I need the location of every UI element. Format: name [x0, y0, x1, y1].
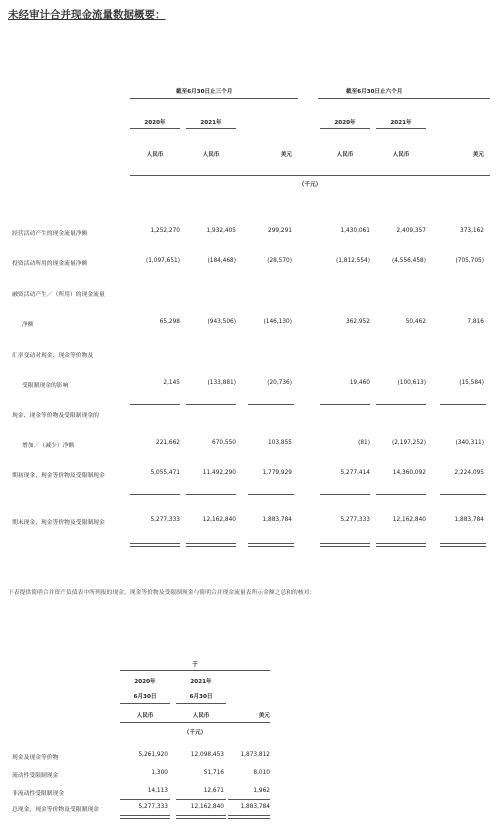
currency-label: 人民币: [336, 152, 354, 158]
cell: 362,952: [346, 319, 370, 325]
cell: 14,360,092: [392, 470, 426, 476]
row-label: 经营活动产生的现金流量净额: [12, 231, 88, 237]
row-label: 非流动性受限制现金: [12, 791, 65, 797]
cell: (15,584): [459, 380, 484, 386]
currency-label: 人民币: [392, 152, 410, 158]
row-label: 增加／（减少）净额: [22, 443, 75, 449]
cell: 50,462: [405, 319, 426, 325]
cell: 1,883,784: [240, 804, 270, 810]
header-three-months: 截至6月30日止三个月: [176, 89, 233, 95]
row-label: 流动性受限制现金: [12, 773, 59, 779]
year-label: 2021年: [200, 120, 222, 126]
currency-label: 人民币: [192, 713, 210, 719]
cell: 1,779,929: [262, 470, 292, 476]
cell: 14,113: [147, 788, 168, 794]
cell: 2,409,357: [396, 228, 426, 234]
cell: 1,962: [253, 788, 270, 794]
cell: 1,883,784: [454, 517, 484, 523]
cell: 65,298: [159, 319, 180, 325]
cell: (705,705): [455, 258, 484, 264]
cell: (100,613): [397, 380, 426, 386]
cell: (4,556,458): [391, 258, 426, 264]
cell: 19,460: [349, 380, 370, 386]
header-six-months: 截至6月30日止六个月: [346, 89, 403, 95]
cell: 5,277,414: [340, 470, 370, 476]
row-label: 期初现金、现金等价物及受限制现金: [12, 473, 105, 479]
cell: (943,506): [207, 319, 236, 325]
unit-label: （千元）: [183, 730, 207, 736]
cell: 1,932,405: [206, 228, 236, 234]
cell: (2,197,252): [391, 440, 426, 446]
cell: 8,010: [253, 770, 270, 776]
row-label: 总现金、现金等价物及受限制现金: [12, 807, 99, 813]
row-label: 融资活动产生／（所用）的现金流量: [12, 292, 105, 298]
cell: (81): [358, 440, 370, 446]
cell: (184,468): [207, 258, 236, 264]
cell: 12,671: [203, 788, 224, 794]
cell: 12,162,840: [202, 517, 236, 523]
cell: 2,224,095: [454, 470, 484, 476]
row-label: 现金、现金等价物及受限制现金的: [12, 413, 99, 419]
cell: 5,277,333: [138, 804, 168, 810]
cell: (340,311): [455, 440, 484, 446]
cell: 670,550: [212, 440, 236, 446]
year-label: 2020年: [134, 679, 156, 685]
year-label: 2021年: [190, 679, 212, 685]
year-label: 2020年: [334, 120, 356, 126]
cell: 51,716: [203, 770, 224, 776]
cell: 12,162,840: [392, 517, 426, 523]
cell: 5,055,471: [150, 470, 180, 476]
cell: (28,570): [267, 258, 292, 264]
cell: (1,812,554): [335, 258, 370, 264]
cell: (1,097,651): [145, 258, 180, 264]
currency-label: 美元: [472, 152, 484, 158]
cell: 12,162,840: [190, 804, 224, 810]
row-label: 现金及现金等价物: [12, 755, 59, 761]
currency-label: 美元: [280, 152, 292, 158]
cell: 5,277,333: [150, 517, 180, 523]
cell: 1,430,061: [340, 228, 370, 234]
row-label: 投资活动所用的现金流量净额: [12, 261, 88, 267]
row-label: 净额: [22, 322, 34, 328]
cell: 103,855: [268, 440, 292, 446]
year-label: 2020年: [144, 120, 166, 126]
cell: 2,145: [163, 380, 180, 386]
cell: (20,736): [267, 380, 292, 386]
cell: 1,873,812: [240, 752, 270, 758]
unit-label: （千元）: [298, 182, 322, 188]
page-title: 未经审计合并现金流量数据概要：: [8, 9, 166, 21]
currency-label: 美元: [258, 713, 270, 719]
cell: 5,261,920: [138, 752, 168, 758]
reconciliation-note: 下表提供简明合并资产负债表中所列报的现金、现金等价物及受限制现金与简明合并现金流量表所示金额之总和的核对：: [8, 590, 316, 596]
cell: (146,130): [263, 319, 292, 325]
row-label: 受限制现金的影响: [22, 383, 69, 389]
cell: 12,098,453: [190, 752, 224, 758]
row-label: 汇率变动对现金、现金等价物及: [12, 353, 94, 359]
cell: 373,162: [460, 228, 484, 234]
row-label: 期末现金、现金等价物及受限制现金: [12, 520, 105, 526]
currency-label: 人民币: [202, 152, 220, 158]
cell: 1,300: [151, 770, 168, 776]
cell: 221,662: [156, 440, 180, 446]
currency-label: 人民币: [136, 713, 154, 719]
date-label: 6月30日: [133, 694, 157, 700]
header-as-of: 于: [192, 662, 198, 668]
cell: 299,291: [268, 228, 292, 234]
cell: 5,277,333: [340, 517, 370, 523]
cell: 1,252,270: [150, 228, 180, 234]
year-label: 2021年: [390, 120, 412, 126]
currency-label: 人民币: [146, 152, 164, 158]
cell: (133,881): [207, 380, 236, 386]
date-label: 6月30日: [189, 694, 213, 700]
cell: 11,492,290: [202, 470, 236, 476]
cell: 1,883,784: [262, 517, 292, 523]
cell: 7,816: [467, 319, 484, 325]
